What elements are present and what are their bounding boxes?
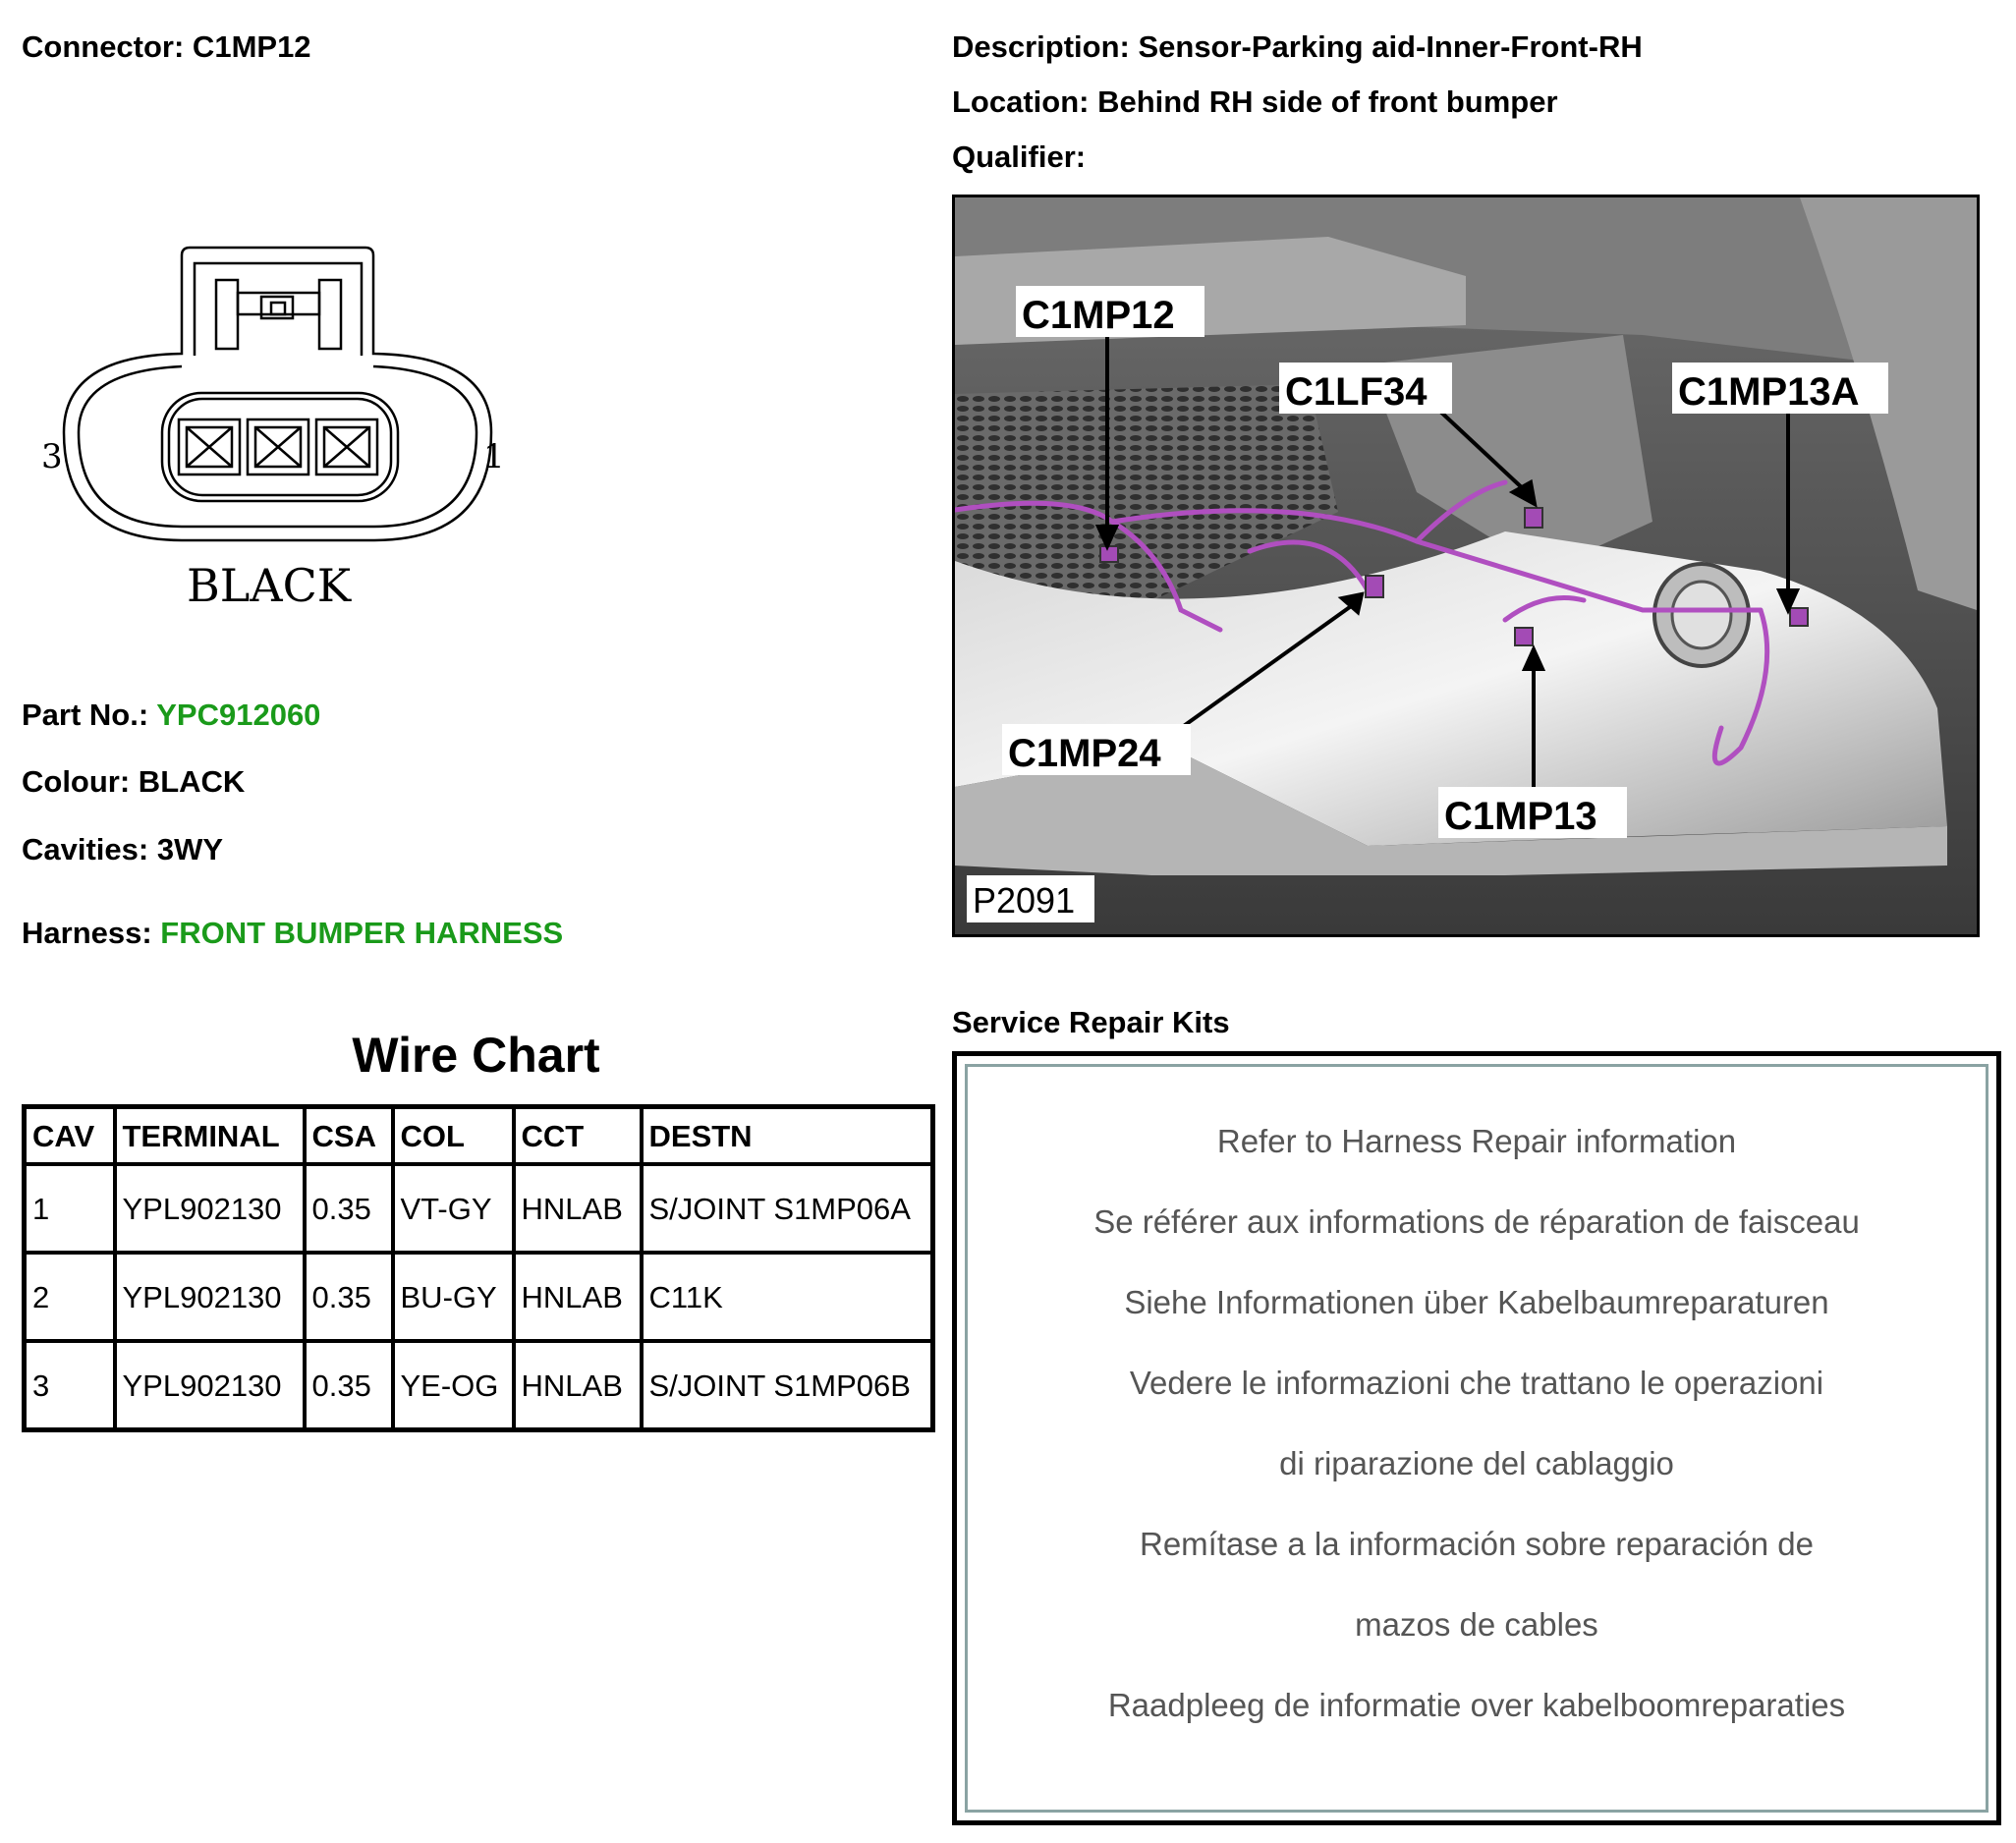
callout-c1mp13a: C1MP13A xyxy=(1678,370,1860,414)
srk-line-nl: Raadpleeg de informatie over kabelboomreparaties xyxy=(1107,1687,1846,1723)
connector-label: Connector: C1MP12 xyxy=(22,29,311,64)
table-row xyxy=(25,1253,933,1341)
column-header-csa: CSA xyxy=(305,1107,393,1165)
cell-destn: S/JOINT S1MP06A xyxy=(642,1164,933,1253)
cell-terminal: YPL902130 xyxy=(115,1341,305,1430)
service-repair-kits-box xyxy=(952,1051,2001,1825)
cell-col: YE-OG xyxy=(393,1341,514,1430)
connector-face-diagram xyxy=(29,236,521,629)
service-repair-kits-heading: Service Repair Kits xyxy=(952,1005,1230,1039)
qualifier-label: Qualifier: xyxy=(952,140,1087,174)
srk-line-es-1: Remítase a la información sobre reparación de xyxy=(1139,1526,1815,1562)
callout-c1lf34: C1LF34 xyxy=(1285,370,1428,414)
service-repair-kits-inner xyxy=(965,1064,1988,1813)
srk-line-en: Refer to Harness Repair information xyxy=(1216,1123,1737,1159)
part-number-label: Part No.: xyxy=(22,698,157,732)
table-row xyxy=(25,1341,933,1430)
harness xyxy=(22,916,563,951)
cell-destn: S/JOINT S1MP06B xyxy=(642,1341,933,1430)
column-header-col: COL xyxy=(393,1107,514,1165)
cell-col: BU-GY xyxy=(393,1253,514,1341)
colour-label: Colour: BLACK xyxy=(22,764,246,799)
srk-line-de: Siehe Informationen über Kabelbaumreparaturen xyxy=(1124,1284,1829,1320)
harness-label: Harness: xyxy=(22,916,161,950)
srk-line-fr: Se référer aux informations de réparation de faisceau xyxy=(1093,1203,1860,1240)
column-header-destn: DESTN xyxy=(642,1107,933,1165)
cell-cav: 1 xyxy=(25,1164,115,1253)
cell-terminal: YPL902130 xyxy=(115,1253,305,1341)
cell-cct: HNLAB xyxy=(514,1341,642,1430)
description-label: Description: Sensor-Parking aid-Inner-Front-RH xyxy=(952,29,1643,64)
cell-cav: 2 xyxy=(25,1253,115,1341)
srk-line-it-2: di riparazione del cablaggio xyxy=(1279,1445,1674,1481)
cell-terminal: YPL902130 xyxy=(115,1164,305,1253)
bumper-illustration xyxy=(955,197,1977,934)
pin-number-left: 3 xyxy=(41,437,63,476)
cavities-label: Cavities: 3WY xyxy=(22,832,224,866)
callout-c1mp12: C1MP12 xyxy=(1022,294,1175,337)
location-image xyxy=(952,195,1980,937)
table-row xyxy=(25,1164,933,1253)
cell-col: VT-GY xyxy=(393,1164,514,1253)
column-header-cav: CAV xyxy=(25,1107,115,1165)
column-header-terminal: TERMINAL xyxy=(115,1107,305,1165)
wire-chart-table xyxy=(22,1104,935,1432)
cell-destn: C11K xyxy=(642,1253,933,1341)
cell-csa: 0.35 xyxy=(305,1341,393,1430)
table-header-row xyxy=(25,1107,933,1165)
srk-line-es-2: mazos de cables xyxy=(1355,1606,1598,1643)
srk-line-it-1: Vedere le informazioni che trattano le operazioni xyxy=(1129,1365,1824,1401)
connector-color-label: BLACK xyxy=(187,559,352,612)
column-header-cct: CCT xyxy=(514,1107,642,1165)
cell-cav: 3 xyxy=(25,1341,115,1430)
callout-c1mp24: C1MP24 xyxy=(1008,732,1161,775)
harness-link[interactable]: FRONT BUMPER HARNESS xyxy=(160,916,564,950)
wire-chart-title: Wire Chart xyxy=(352,1028,600,1083)
pin-number-right: 1 xyxy=(483,437,505,476)
part-number-link[interactable]: YPC912060 xyxy=(156,698,321,732)
figure-id: P2091 xyxy=(973,880,1076,921)
part-number xyxy=(22,698,320,733)
location-label: Location: Behind RH side of front bumper xyxy=(952,84,1558,119)
cell-csa: 0.35 xyxy=(305,1164,393,1253)
cell-cct: HNLAB xyxy=(514,1253,642,1341)
callout-c1mp13: C1MP13 xyxy=(1444,795,1597,838)
cell-csa: 0.35 xyxy=(305,1253,393,1341)
cell-cct: HNLAB xyxy=(514,1164,642,1253)
